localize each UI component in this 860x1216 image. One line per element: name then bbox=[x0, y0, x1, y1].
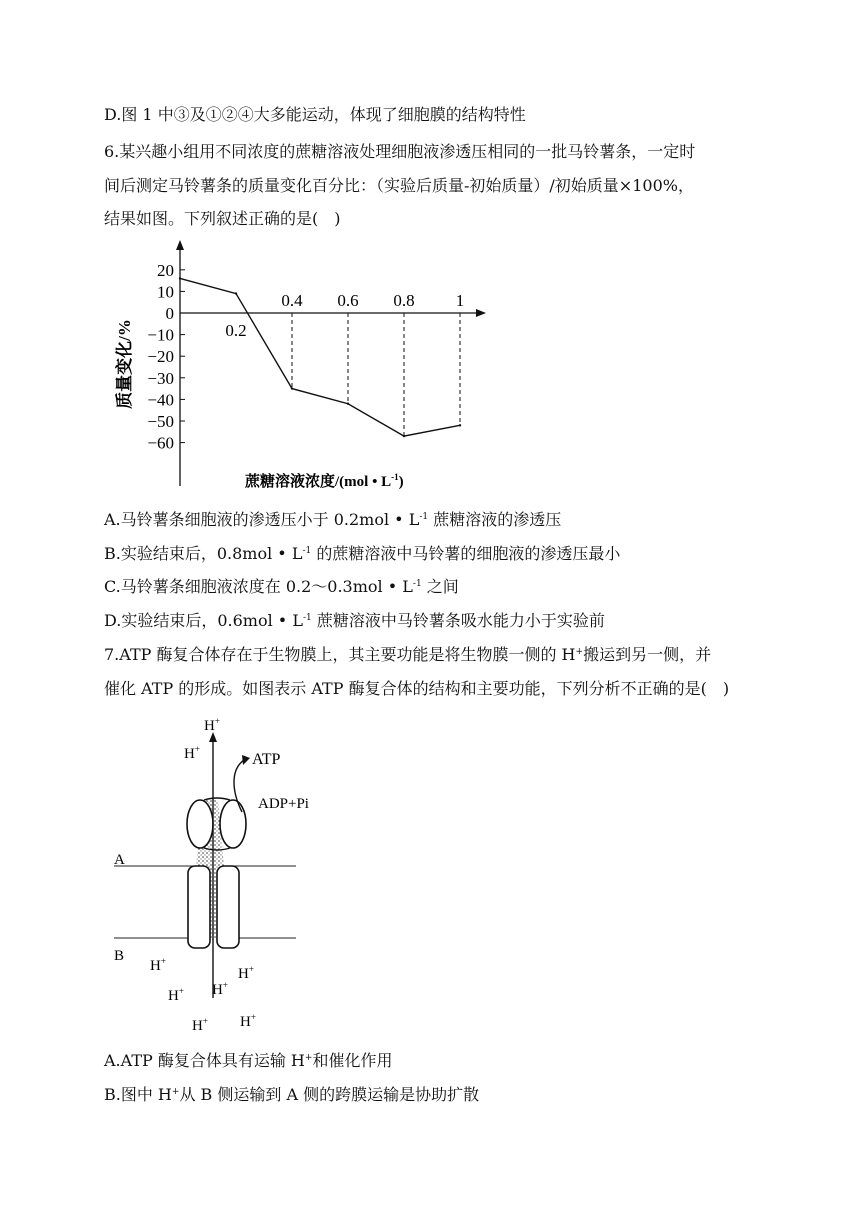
h-ion-top-left: H+ bbox=[184, 744, 200, 762]
q6-option-b: B.实验结束后，0.8mol • $L^{-1}$ 的蔗糖溶液中马铃薯的细胞液的渗透压最小 bbox=[104, 544, 621, 563]
data-point bbox=[235, 292, 237, 294]
x-tick-label: 0.4 bbox=[281, 291, 303, 310]
h-ion-bottom: H+ bbox=[240, 1012, 256, 1030]
question-6-line-2: 间后测定马铃薯条的质量变化百分比：（实验后质量-初始质量）/初始质量×100%， bbox=[104, 176, 694, 195]
x-tick-label: 0.8 bbox=[393, 291, 415, 310]
y-tick-label: 10 bbox=[157, 282, 174, 302]
y-tick-label: −10 bbox=[147, 325, 174, 345]
side-a-label: A bbox=[114, 852, 125, 868]
y-tick-label: −50 bbox=[147, 412, 174, 431]
question-7-line-2: 催化 ATP 的形成。如图表示 ATP 酶复合体的结构和主要功能，下列分析不正确的是( ) bbox=[104, 679, 730, 698]
h-ion-bottom: H+ bbox=[150, 956, 166, 974]
q7-option-a: A.ATP 酶复合体具有运输 H+和催化作用 bbox=[104, 1051, 393, 1070]
data-point bbox=[347, 403, 349, 405]
data-point bbox=[291, 387, 293, 389]
transmembrane-subunit-right bbox=[217, 866, 239, 948]
y-tick-label: 20 bbox=[157, 260, 174, 280]
mass-change-series-line bbox=[180, 278, 460, 436]
data-point bbox=[403, 435, 405, 437]
adp-pi-label: ADP+Pi bbox=[258, 796, 309, 812]
y-tick-label: −40 bbox=[147, 390, 174, 410]
h-ion-top: H+ bbox=[204, 716, 220, 734]
y-axis-label: 质量变化/% bbox=[115, 319, 134, 409]
q6-option-c: C.马铃薯条细胞液浓度在 0.2～0.3mol • $L^{-1}$ 之间 bbox=[104, 577, 459, 596]
side-b-label: B bbox=[114, 948, 125, 964]
option-d-previous: D.图 1 中③及①②④大多能运动，体现了细胞膜的结构特性 bbox=[104, 105, 526, 124]
x-axis-arrow bbox=[476, 309, 486, 317]
atp-synthase-diagram bbox=[110, 708, 309, 1038]
question-6-line-1: 6.某兴趣小组用不同浓度的蔗糖溶液处理细胞液渗透压相同的一批马铃薯条，一定时 bbox=[104, 142, 696, 161]
atp-label: ATP bbox=[252, 751, 281, 768]
x-tick-label: 0.6 bbox=[337, 291, 359, 310]
y-tick-label: −60 bbox=[147, 433, 174, 453]
y-tick-label: 0 bbox=[165, 304, 174, 323]
y-tick-label: −20 bbox=[147, 347, 174, 367]
question-6-line-3: 结果如图。下列叙述正确的是( ) bbox=[104, 209, 341, 228]
h-ion-bottom: H+ bbox=[238, 964, 254, 982]
h-ion-bottom: H+ bbox=[168, 986, 184, 1004]
data-point bbox=[459, 424, 461, 426]
y-tick-label: −30 bbox=[147, 368, 174, 388]
q6-option-d: D.实验结束后，0.6mol • $L^{-1}$ 蔗糖溶液中马铃薯条吸水能力小于实验前 bbox=[104, 611, 605, 630]
x-axis-label: 蔗糖溶液浓度/(mol • $L^{-1}$) bbox=[245, 472, 404, 490]
data-point bbox=[179, 277, 181, 279]
y-axis-arrow bbox=[176, 240, 184, 250]
x-tick-label: 1 bbox=[455, 291, 465, 310]
q7-option-b: B.图中 H+从 B 侧运输到 A 侧的跨膜运输是协助扩散 bbox=[104, 1085, 480, 1104]
transmembrane-subunit-left bbox=[188, 866, 210, 948]
question-7-line-1: 7.ATP 酶复合体存在于生物膜上，其主要功能是将生物膜一侧的 H+搬运到另一侧，并 bbox=[104, 645, 712, 664]
q6-option-a: A.马铃薯条细胞液的渗透压小于 0.2mol • $L^{-1}$ 蔗糖溶液的渗透压 bbox=[104, 510, 562, 529]
mass-change-chart bbox=[110, 236, 500, 498]
h-ion-bottom: H+ bbox=[212, 980, 228, 998]
x-tick-label: 0.2 bbox=[225, 321, 247, 340]
h-ion-bottom: H+ bbox=[192, 1016, 208, 1034]
